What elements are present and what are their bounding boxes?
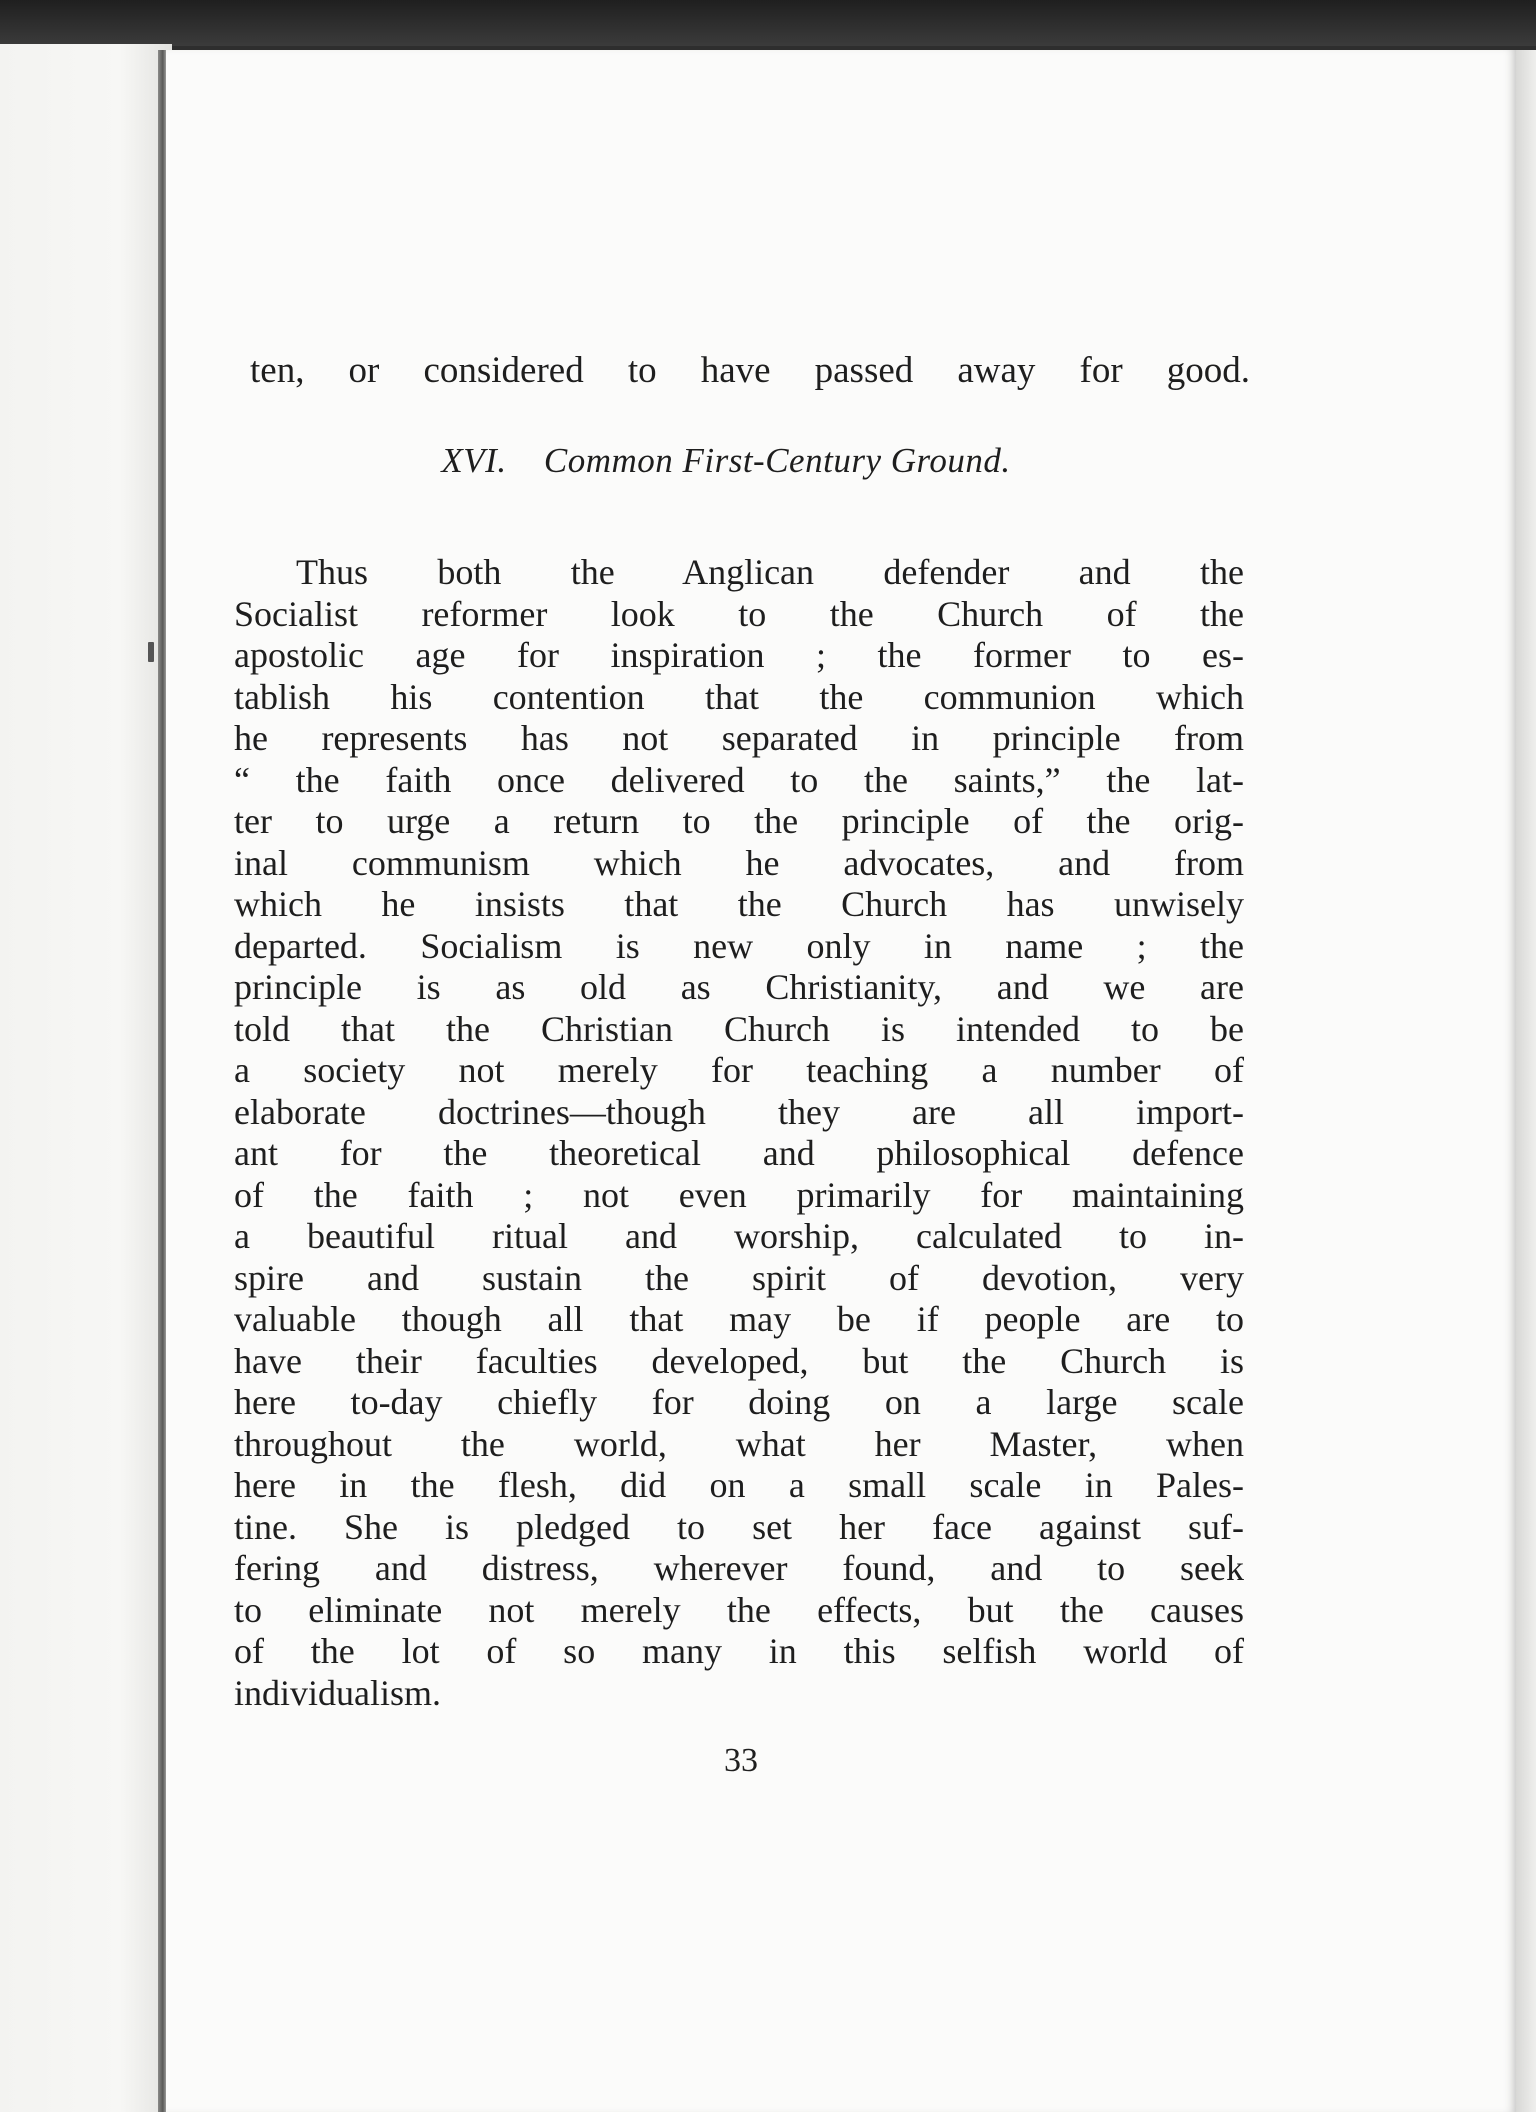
- paragraph-line: inal communism which he advocates, and from: [234, 842, 1244, 883]
- paragraph-line: of the faith ; not even primarily for maintaining: [234, 1174, 1244, 1215]
- paragraph-line: he represents has not separated in principle from: [234, 718, 1244, 758]
- paragraph-line: fering and distress, wherever found, and to seek: [234, 1548, 1244, 1588]
- paragraph-line: a society not merely for teaching a number of: [234, 1050, 1244, 1090]
- page-mark: [148, 642, 154, 662]
- section-numeral: XVI.: [441, 441, 507, 480]
- paragraph-line: Socialist reformer look to the Church of the: [234, 593, 1244, 634]
- paragraph-line: of the lot of so many in this selfish world of: [234, 1631, 1244, 1671]
- section-title: Common First-Century Ground.: [543, 441, 1011, 480]
- paragraph-line: principle is as old as Christianity, and we are: [234, 967, 1244, 1007]
- paragraph-line: spire and sustain the spirit of devotion, very: [234, 1257, 1244, 1298]
- book-spine: [158, 50, 166, 2112]
- paragraph-line: told that the Christian Church is intended to be: [234, 1008, 1244, 1049]
- paragraph-line: here in the flesh, did on a small scale in Pales-: [234, 1465, 1244, 1505]
- facing-page-edge: [0, 44, 172, 2112]
- paragraph-line: apostolic age for inspiration ; the former to es-: [234, 635, 1244, 675]
- body-paragraph: [234, 552, 1244, 1714]
- paragraph-line: throughout the world, what her Master, when: [234, 1423, 1244, 1464]
- paragraph-line: departed. Socialism is new only in name ; the: [234, 925, 1244, 966]
- paragraph-line: to eliminate not merely the effects, but the causes: [234, 1589, 1244, 1630]
- section-heading: [236, 440, 1216, 482]
- page-number: 33: [724, 1742, 758, 1779]
- carry-over-line: ten, or considered to have passed away for good.: [250, 350, 1250, 391]
- paragraph-line: elaborate doctrines—though they are all import-: [234, 1091, 1244, 1132]
- paragraph-line: tablish his contention that the communion which: [234, 676, 1244, 717]
- page-right-edge: [1516, 50, 1536, 2112]
- paragraph-line: have their faculties developed, but the Church is: [234, 1340, 1244, 1381]
- paragraph-line: ant for the theoretical and philosophical defence: [234, 1133, 1244, 1173]
- paragraph-line: ter to urge a return to the principle of the orig-: [234, 801, 1244, 841]
- paragraph-line: which he insists that the Church has unwisely: [234, 884, 1244, 924]
- paragraph-line: tine. She is pledged to set her face against suf-: [234, 1506, 1244, 1547]
- scanner-top-edge: [0, 0, 1536, 46]
- paragraph-line: here to-day chiefly for doing on a large scale: [234, 1382, 1244, 1422]
- paragraph-line: Thus both the Anglican defender and the: [296, 552, 1244, 592]
- paragraph-line: individualism.: [234, 1672, 441, 1713]
- paragraph-line: “ the faith once delivered to the saints,” the lat-: [234, 759, 1244, 800]
- paragraph-line: a beautiful ritual and worship, calculated to in-: [234, 1216, 1244, 1256]
- paragraph-line: valuable though all that may be if people are to: [234, 1299, 1244, 1339]
